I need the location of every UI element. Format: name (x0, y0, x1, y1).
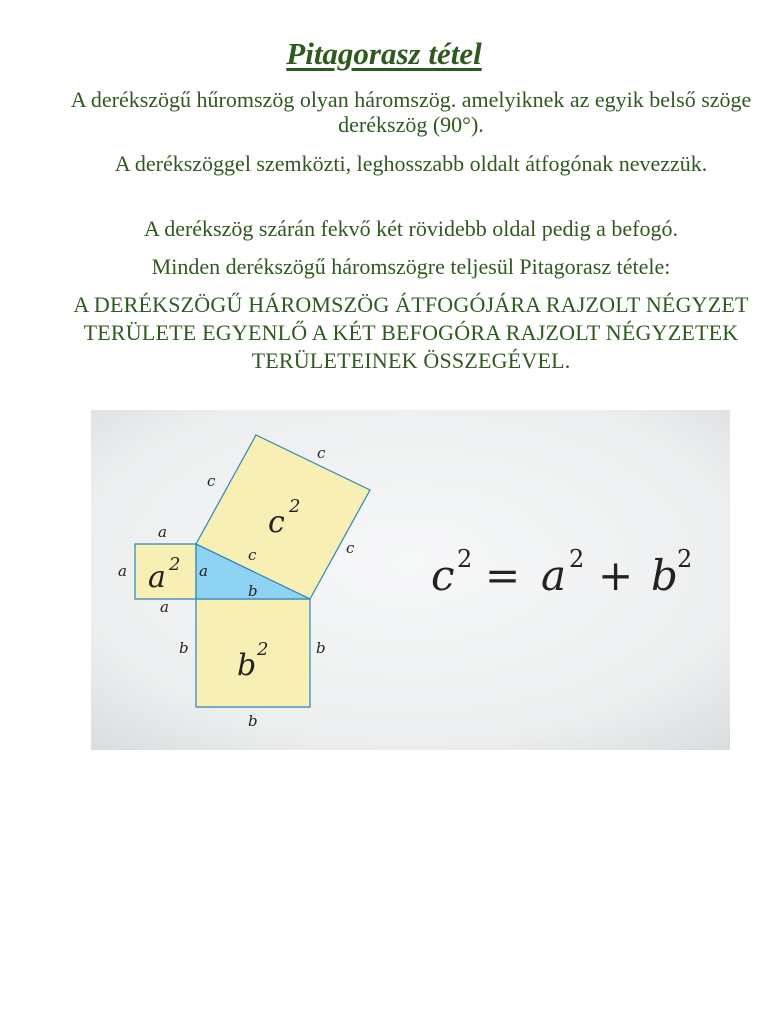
edge-label-b-right: b (316, 639, 326, 657)
page-title: Pitagorasz tétel (286, 36, 482, 71)
edge-label-a-bottom: a (160, 598, 169, 616)
formula-a: a (541, 551, 567, 600)
paragraph-definition: A derékszögű hűromszög olyan háromszög. amelyiknek az egyik belső szöge derékszög (90°). (70, 87, 752, 137)
paragraph-intro-theorem: Minden derékszögű háromszögre teljesül Pitagorasz tétele: (151, 254, 671, 279)
edge-label-b-bottom: b (248, 712, 258, 730)
square-b-label: b (237, 648, 257, 683)
formula-plus: + (598, 551, 634, 600)
edge-label-c-left: c (207, 472, 216, 490)
formula-c-exponent: 2 (457, 545, 473, 573)
edge-label-a-top: a (158, 523, 167, 541)
formula-b: b (651, 551, 678, 600)
pythagoras-figure (91, 410, 730, 750)
triangle-label-c: c (248, 546, 257, 564)
square-a-label: a (148, 560, 166, 595)
formula-b-exponent: 2 (677, 545, 693, 573)
formula-equals: = (485, 551, 521, 600)
formula-c: c (431, 551, 455, 600)
square-b-exponent: 2 (257, 639, 269, 660)
edge-label-b-left: b (179, 639, 189, 657)
theorem-statement: A DERÉKSZÖGŰ HÁROMSZÖG ÁTFOGÓJÁRA RAJZOLT NÉGYZET TERÜLETE EGYENLŐ A KÉT BEFOGÓRA RAJZOLT NÉGYZETEK TERÜLETEINEK ÖSSZEGÉVEL. (73, 292, 749, 373)
square-a-exponent: 2 (169, 554, 181, 575)
square-c-label: c (268, 505, 285, 540)
square-c-exponent: 2 (289, 496, 301, 517)
paragraph-hypotenuse: A derékszöggel szemközti, leghosszabb oldalt átfogónak nevezzük. (114, 151, 708, 176)
paragraph-legs: A derékszög szárán fekvő két rövidebb oldal pedig a befogó. (144, 216, 678, 241)
formula-a-exponent: 2 (569, 545, 585, 573)
edge-label-a-left: a (118, 562, 127, 580)
edge-label-c-top: c (317, 444, 326, 462)
pythagoras-diagram (91, 410, 730, 750)
triangle-label-b: b (248, 582, 258, 600)
triangle-label-a: a (199, 562, 208, 580)
edge-label-c-right: c (346, 539, 355, 557)
